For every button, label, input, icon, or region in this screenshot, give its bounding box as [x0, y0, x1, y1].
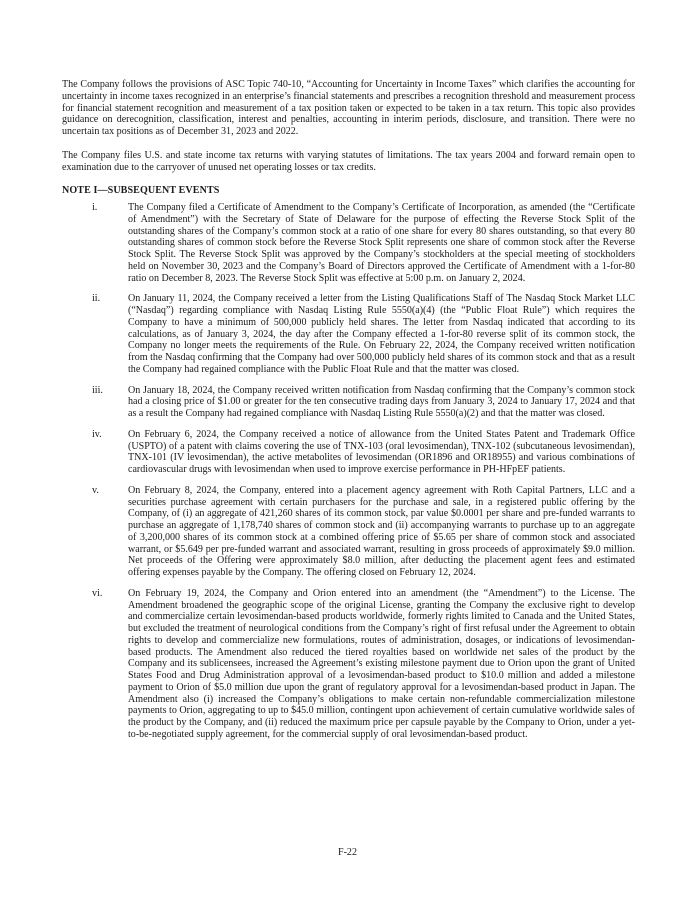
list-item	[62, 588, 635, 741]
document-page	[62, 79, 635, 750]
list-item-text: On February 8, 2024, the Company, entered into a placement agency agreement with Roth Capital Partners, LLC and a securities purchase agreement with certain purchasers for the purchase and sale, in a registered public offering by the Company, of (i) an aggregate of 421,260 shares of its common stock, par value $0.0001 per share and pre-funded warrants to purchase an aggregate of 1,178,740 shares of common stock and (ii) accompanying warrants to purchase up to an aggregate of 3,200,000 shares of its common stock at a combined offering price of $5.65 per share of common stock and associated warrant, or $5.649 per pre-funded warrant and associated warrant, resulting in gross proceeds of approximately $9.0 million. Net proceeds of the Offering were approximately $8.0 million, after deducting the placement agent fees and estimated offering expenses payable by the Company. The offering closed on February 12, 2024.	[128, 484, 635, 578]
paragraph-uncertain-tax: The Company follows the provisions of ASC Topic 740-10, “Accounting for Uncertainty in Income Taxes” which clarifies the accounting for uncertainty in income taxes recognized in an enterprise’s financial statements and prescribes a recognition threshold and measurement process for financial statement recognition and measurement of a tax position taken or expected to be taken in a tax return. This topic also provides guidance on derecognition, classification, interest and penalties, accounting in interim periods, disclosure, and transition. There were no uncertain tax positions as of December 31, 2023 and 2022.	[62, 79, 635, 137]
paragraph-tax-returns: The Company files U.S. and state income tax returns with varying statutes of limitations. The tax years 2004 and forward remain open to examination due to the carryover of unused net operating losses or tax credits.	[62, 149, 635, 173]
list-item-text: On January 18, 2024, the Company received written notification from Nasdaq confirming that the Company’s common stock had a closing price of $1.00 or greater for the ten consecutive trading days from January 3, 2024 to January 17, 2024 and that as a result the Company had regained compliance with Nasdaq Listing Rule 5550(a)(2) and that the matter was closed.	[128, 384, 635, 419]
page-number: F-22	[338, 847, 357, 858]
list-item-number: v.	[92, 484, 99, 496]
list-item-text: On February 6, 2024, the Company received a notice of allowance from the United States Patent and Trademark Office (USPTO) of a patent with claims covering the use of TNX-103 (oral levosimendan), TNX-102 (subcutaneous levosimendan), TNX-101 (IV levosimendan), the active metabolites of levosimendan (OR1896 and OR18955) and various combinations of cardiovascular drugs with levosimendan when used to improve exercise performance in PH-HFpEF patients.	[128, 428, 635, 475]
list-item	[62, 429, 635, 476]
list-item-text: The Company filed a Certificate of Amendment to the Company’s Certificate of Incorporation, as amended (the “Certificate of Amendment”) with the Secretary of State of Delaware for the purpose of effecting the Reverse Stock Split of the outstanding shares of the Company’s common stock at a ratio of one share for every 80 shares outstanding, so that every 80 outstanding shares of common stock before the Reverse Stock Split represents one share of common stock after the Reverse Stock Split. The Reverse Stock Split was approved by the Company’s stockholders at the special meeting of stockholders held on November 30, 2023 and the Company’s Board of Directors approved the Certificate of Amendment with a 1-for-80 ratio on December 8, 2023. The Reverse Stock Split was effective at 5:00 p.m. on January 2, 2024.	[128, 202, 635, 284]
list-item-text: On February 19, 2024, the Company and Orion entered into an amendment (the “Amendment”) to the License. The Amendment broadened the geographic scope of the original License, granting the Company the exclusive right to develop and commercialize certain levosimendan-based products worldwide, formerly rights limited to Canada and the United States, but excluded the treatment of neurological conditions from the Company’s right of first refusal under the Agreement to obtain rights to develop and commercialize new formulations, routes of administration, dosages, or indications of levosimendan-based products. The Amendment also reduced the tiered royalties based on worldwide net sales of the product by the Company and its sublicensees, increased the Agreement’s existing milestone payment due to Orion upon the grant of United States Food and Drug Administration approval of a levosimendan-based product to $10.0 million and added a milestone payment to Orion of $5.0 million due upon the grant of regulatory approval for a levosimendan-based product in Japan. The Amendment also (i) increased the Company’s obligations to make certain non-refundable commercialization milestone payments to Orion, aggregating to up to $45.0 million, contingent upon achievement of certain cumulative worldwide sales of the product by the Company, and (ii) reduced the maximum price per capsule payable by the Company to Orion, under a yet-to-be-negotiated supply agreement, for the commercial supply of oral levosimendan-based product.	[128, 587, 635, 740]
list-item-text: On January 11, 2024, the Company received a letter from the Listing Qualifications Staff of The Nasdaq Stock Market LLC (“Nasdaq”) regarding compliance with Nasdaq Listing Rule 5550(a)(4) (the “Public Float Rule”) which requires the Company to have a minimum of 500,000 publicly held shares. The letter from Nasdaq indicated that according to its calculations, as of January 3, 2024, the day after the Company effected a 1-for-80 reverse split of its common stock, the Company no longer meets the requirements of the Rule. On February 22, 2024, the Company received written notification from the Nasdaq confirming that the Company had over 500,000 publicly held shares of its common stock and that as a result the Company had regained compliance with the Public Float Rule and that the matter was closed.	[128, 293, 635, 375]
note-heading: NOTE I—SUBSEQUENT EVENTS	[62, 185, 220, 197]
list-item-number: iii.	[92, 384, 103, 396]
list-item-number: vi.	[92, 587, 103, 599]
list-item	[62, 202, 635, 284]
list-item	[62, 485, 635, 579]
list-item-number: ii.	[92, 293, 101, 305]
list-item	[62, 385, 635, 420]
list-item	[62, 293, 635, 375]
list-item-number: iv.	[92, 428, 102, 440]
list-item-number: i.	[92, 202, 98, 213]
